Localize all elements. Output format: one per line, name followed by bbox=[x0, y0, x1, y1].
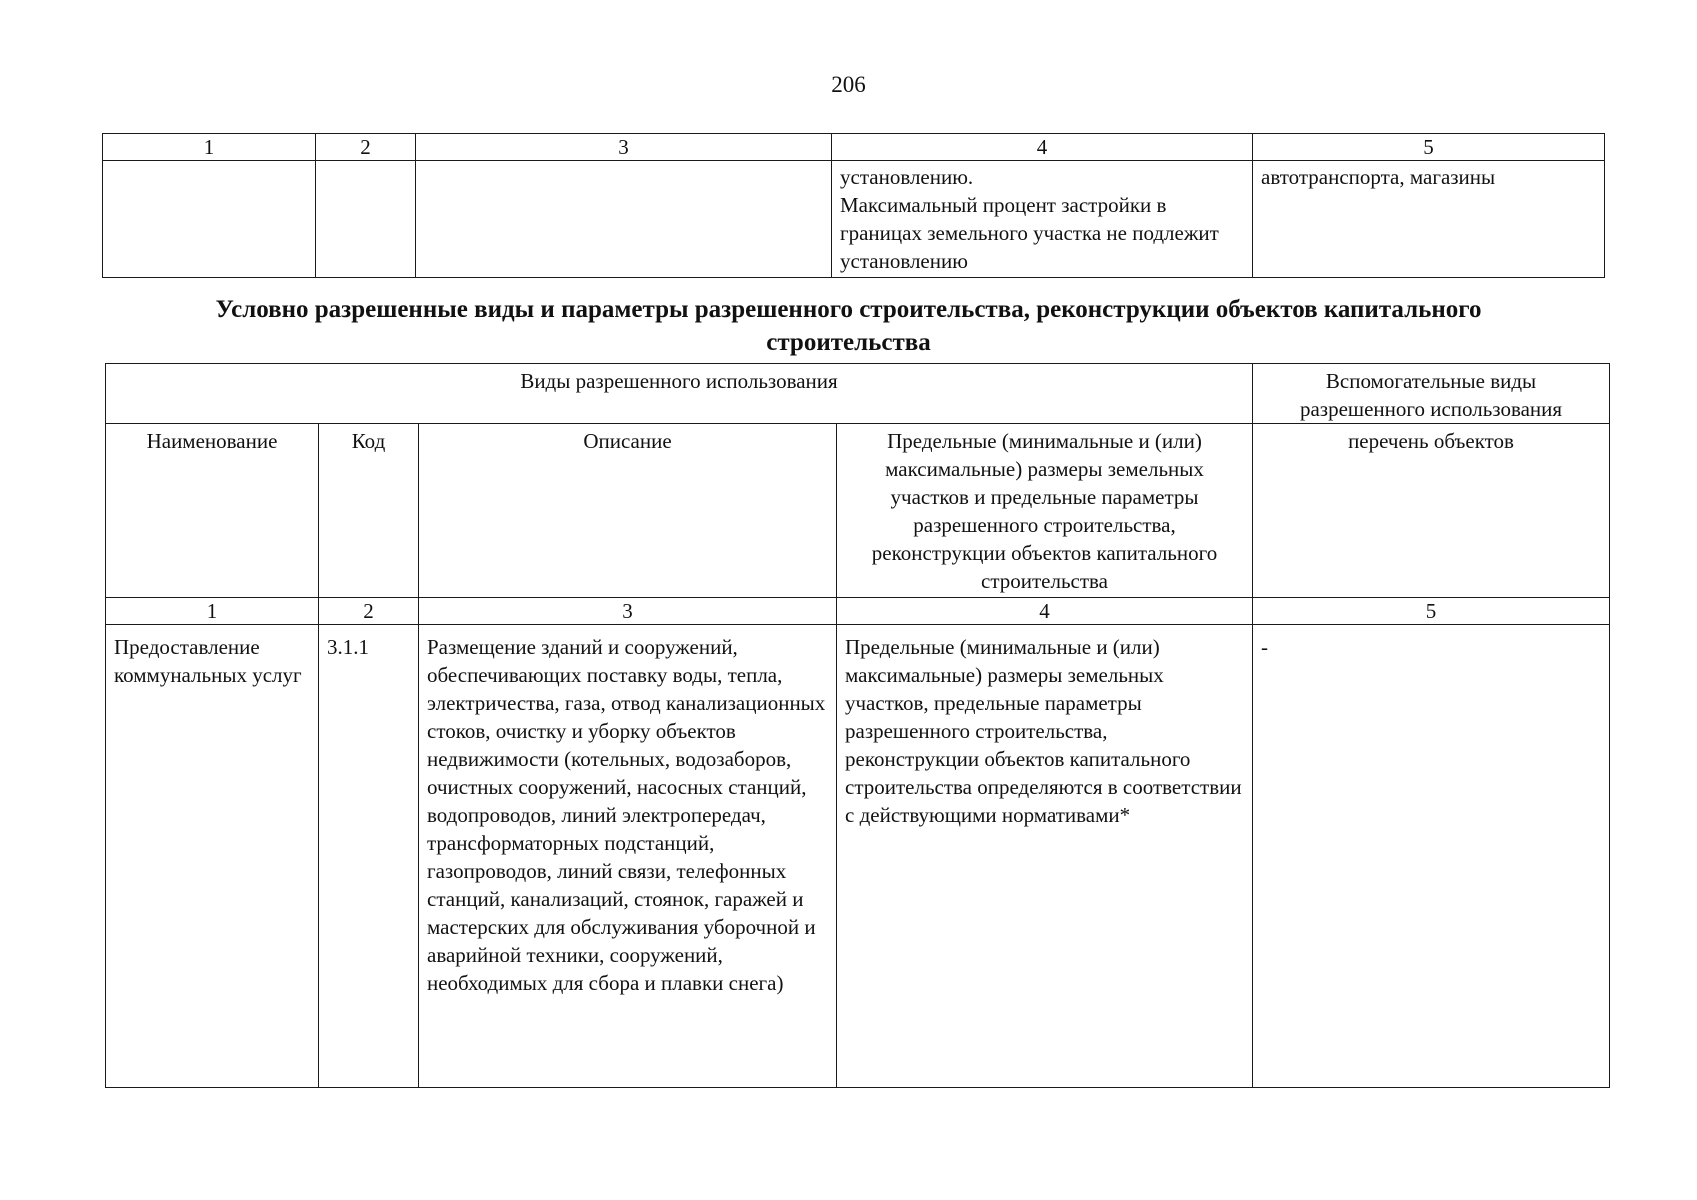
header-objects: перечень объектов bbox=[1253, 424, 1610, 598]
cell-limits bbox=[832, 161, 1253, 278]
header-name: Наименование bbox=[106, 424, 319, 598]
column-number: 1 bbox=[103, 134, 316, 161]
cell-limits: Предельные (минимальные и (или) максимальные) размеры земельных участков, предельные параметры разрешенного строительства, реконструкции объектов капитального строительства определяются в соответствии с действующими нормативами* bbox=[837, 625, 1253, 1088]
column-number-row bbox=[103, 134, 1605, 161]
permitted-use-table bbox=[105, 363, 1610, 1088]
column-number: 3 bbox=[416, 134, 832, 161]
continuation-table bbox=[102, 133, 1605, 278]
column-number: 2 bbox=[316, 134, 416, 161]
group-header-aux: Вспомогательные виды разрешенного использования bbox=[1253, 364, 1610, 424]
header-limits: Предельные (минимальные и (или) максимальные) размеры земельных участков и предельные параметры разрешенного строительства, реконструкции объектов капитального строительства bbox=[837, 424, 1253, 598]
cell-code bbox=[316, 161, 416, 278]
cell-objects: автотранспорта, магазины bbox=[1253, 161, 1605, 278]
table-row bbox=[103, 161, 1605, 278]
table-row bbox=[106, 625, 1610, 1088]
page-number: 206 bbox=[831, 72, 866, 97]
column-number: 3 bbox=[419, 598, 837, 625]
column-number: 4 bbox=[832, 134, 1253, 161]
column-header-row bbox=[106, 424, 1610, 598]
column-number: 1 bbox=[106, 598, 319, 625]
section-title bbox=[0, 293, 1697, 359]
header-description: Описание bbox=[419, 424, 837, 598]
limits-text: установлению. Максимальный процент застройки в границах земельного участка не подлежит установлению bbox=[840, 165, 1219, 273]
cell-description: Размещение зданий и сооружений, обеспечивающих поставку воды, тепла, электричества, газа, отвод канализационных стоков, очистку и уборку объектов недвижимости (котельных, водозаборов, очистных сооружений, насосных станций, водопроводов, линий электропередач, трансформаторных подстанций, газопроводов, линий связи, телефонных станций, канализаций, стоянок, гаражей и мастерских для обслуживания уборочной и аварийной техники, сооружений, необходимых для сбора и плавки снега) bbox=[419, 625, 837, 1088]
cell-description bbox=[416, 161, 832, 278]
cell-name: Предоставление коммунальных услуг bbox=[106, 625, 319, 1088]
header-code: Код bbox=[319, 424, 419, 598]
section-title-text: Условно разрешенные виды и параметры разрешенного строительства, реконструкции объектов капитального строительства bbox=[215, 296, 1482, 356]
column-number: 5 bbox=[1253, 134, 1605, 161]
group-header-row bbox=[106, 364, 1610, 424]
group-header-main: Виды разрешенного использования bbox=[106, 364, 1253, 424]
column-number-row bbox=[106, 598, 1610, 625]
column-number: 4 bbox=[837, 598, 1253, 625]
cell-objects: - bbox=[1253, 625, 1610, 1088]
column-number: 5 bbox=[1253, 598, 1610, 625]
cell-code: 3.1.1 bbox=[319, 625, 419, 1088]
column-number: 2 bbox=[319, 598, 419, 625]
cell-name bbox=[103, 161, 316, 278]
